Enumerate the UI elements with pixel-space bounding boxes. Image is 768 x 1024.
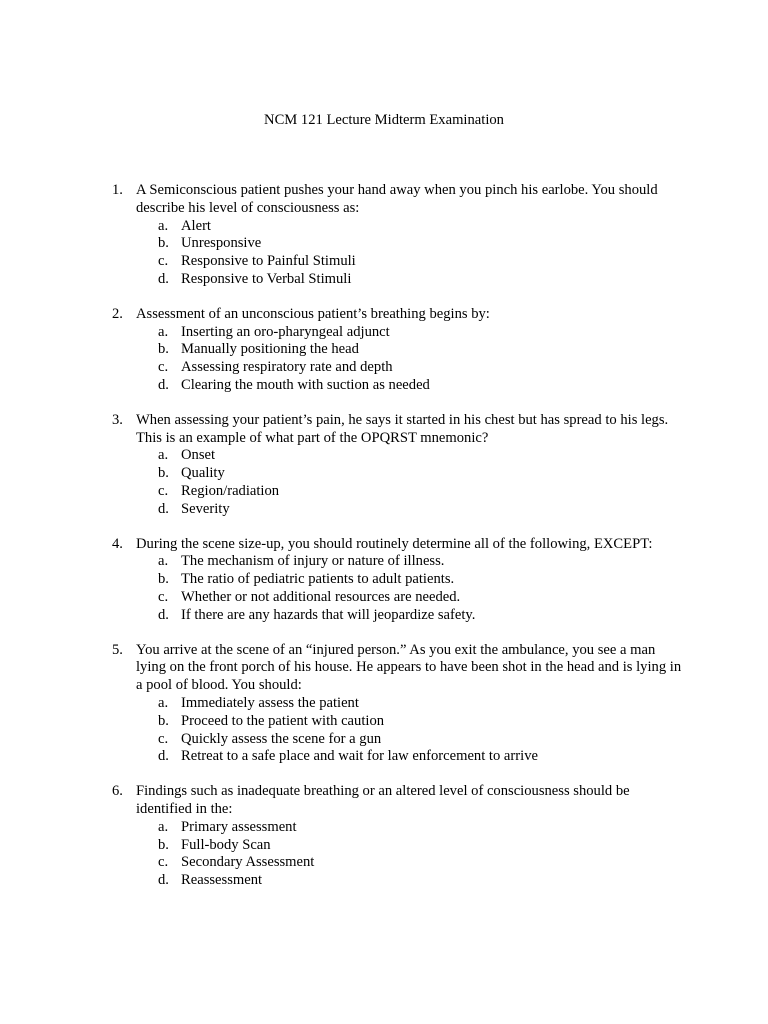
option-text: Whether or not additional resources are needed.: [181, 588, 461, 605]
answer-option: [136, 359, 688, 377]
answer-option: [136, 235, 688, 253]
option-letter: d.: [158, 376, 169, 393]
answer-option: [136, 872, 688, 890]
question-text: During the scene size-up, you should routinely determine all of the following, EXCEPT:: [136, 535, 653, 552]
option-text: Inserting an oro-pharyngeal adjunct: [181, 323, 390, 340]
answer-option: [136, 253, 688, 271]
option-letter: c.: [158, 854, 169, 871]
option-text: Retreat to a safe place and wait for law enforcement to arrive: [181, 748, 538, 765]
option-text: If there are any hazards that will jeopardize safety.: [181, 606, 476, 623]
option-letter: a.: [158, 217, 169, 234]
option-letter: a.: [158, 447, 169, 464]
question-text: You arrive at the scene of an “injured person.” As you exit the ambulance, you see a man lying on the front porch of his house. He appears to have been shot in the head and is lying in a pool of blood. You should:: [136, 641, 682, 694]
option-letter: d.: [158, 606, 169, 623]
answer-options: [136, 819, 688, 890]
option-text: Manually positioning the head: [181, 341, 359, 358]
option-text: Clearing the mouth with suction as needed: [181, 376, 430, 393]
question-number: 5.: [112, 641, 123, 658]
option-letter: d.: [158, 500, 169, 517]
answer-option: [136, 324, 688, 342]
option-letter: b.: [158, 341, 169, 358]
option-letter: d.: [158, 270, 169, 287]
question-number: 2.: [112, 305, 123, 322]
answer-option: [136, 341, 688, 359]
answer-option: [136, 837, 688, 855]
option-text: Quality: [181, 465, 225, 482]
option-text: The mechanism of injury or nature of illness.: [181, 553, 445, 570]
answer-option: [136, 271, 688, 289]
answer-option: [136, 447, 688, 465]
question-item: [0, 783, 768, 890]
option-letter: c.: [158, 730, 169, 747]
option-text: Severity: [181, 500, 230, 517]
answer-option: [136, 819, 688, 837]
option-text: Alert: [181, 217, 211, 234]
answer-option: [136, 377, 688, 395]
option-letter: c.: [158, 253, 169, 270]
answer-options: [136, 218, 688, 289]
question-item: [0, 642, 768, 767]
question-text: Findings such as inadequate breathing or an altered level of consciousness should be identified in the:: [136, 783, 630, 817]
question-text: Assessment of an unconscious patient’s breathing begins by:: [136, 305, 490, 322]
question-number: 4.: [112, 535, 123, 552]
answer-option: [136, 607, 688, 625]
option-letter: b.: [158, 712, 169, 729]
document-title: NCM 121 Lecture Midterm Examination: [264, 112, 504, 128]
option-letter: b.: [158, 235, 169, 252]
question-list: [0, 182, 768, 907]
option-text: Assessing respiratory rate and depth: [181, 359, 393, 376]
question-item: [0, 412, 768, 519]
option-text: Responsive to Verbal Stimuli: [181, 270, 352, 287]
option-letter: c.: [158, 588, 169, 605]
answer-options: [136, 447, 688, 518]
option-letter: d.: [158, 748, 169, 765]
answer-options: [136, 553, 688, 624]
question-number: 3.: [112, 411, 123, 428]
question-item: [0, 536, 768, 625]
answer-option: [136, 713, 688, 731]
answer-option: [136, 748, 688, 766]
answer-option: [136, 501, 688, 519]
option-letter: b.: [158, 571, 169, 588]
option-letter: c.: [158, 359, 169, 376]
option-letter: a.: [158, 694, 169, 711]
answer-option: [136, 465, 688, 483]
answer-option: [136, 854, 688, 872]
answer-option: [136, 589, 688, 607]
answer-option: [136, 218, 688, 236]
option-letter: b.: [158, 465, 169, 482]
option-letter: b.: [158, 836, 169, 853]
option-letter: c.: [158, 482, 169, 499]
option-text: Region/radiation: [181, 482, 280, 499]
question-number: 6.: [112, 783, 123, 800]
option-text: Primary assessment: [181, 818, 297, 835]
answer-option: [136, 483, 688, 501]
option-text: Onset: [181, 447, 216, 464]
option-text: Immediately assess the patient: [181, 694, 359, 711]
option-text: Proceed to the patient with caution: [181, 712, 385, 729]
option-letter: a.: [158, 553, 169, 570]
option-text: Quickly assess the scene for a gun: [181, 730, 382, 747]
answer-options: [136, 324, 688, 395]
answer-option: [136, 571, 688, 589]
option-letter: d.: [158, 872, 169, 889]
question-text: A Semiconscious patient pushes your hand away when you pinch his earlobe. You should describe his level of consciousness as:: [136, 182, 658, 216]
option-text: Full-body Scan: [181, 836, 271, 853]
option-letter: a.: [158, 818, 169, 835]
question-item: [0, 182, 768, 289]
option-text: Reassessment: [181, 872, 263, 889]
question-number: 1.: [112, 182, 123, 198]
question-item: [0, 306, 768, 395]
answer-option: [136, 731, 688, 749]
answer-options: [136, 695, 688, 766]
question-text: When assessing your patient’s pain, he says it started in his chest but has spread to his legs. This is an example of what part of the OPQRST mnemonic?: [136, 411, 669, 446]
option-text: Secondary Assessment: [181, 854, 315, 871]
option-text: Unresponsive: [181, 235, 262, 252]
option-letter: a.: [158, 323, 169, 340]
option-text: Responsive to Painful Stimuli: [181, 253, 356, 270]
option-text: The ratio of pediatric patients to adult patients.: [181, 571, 455, 588]
answer-option: [136, 553, 688, 571]
answer-option: [136, 695, 688, 713]
